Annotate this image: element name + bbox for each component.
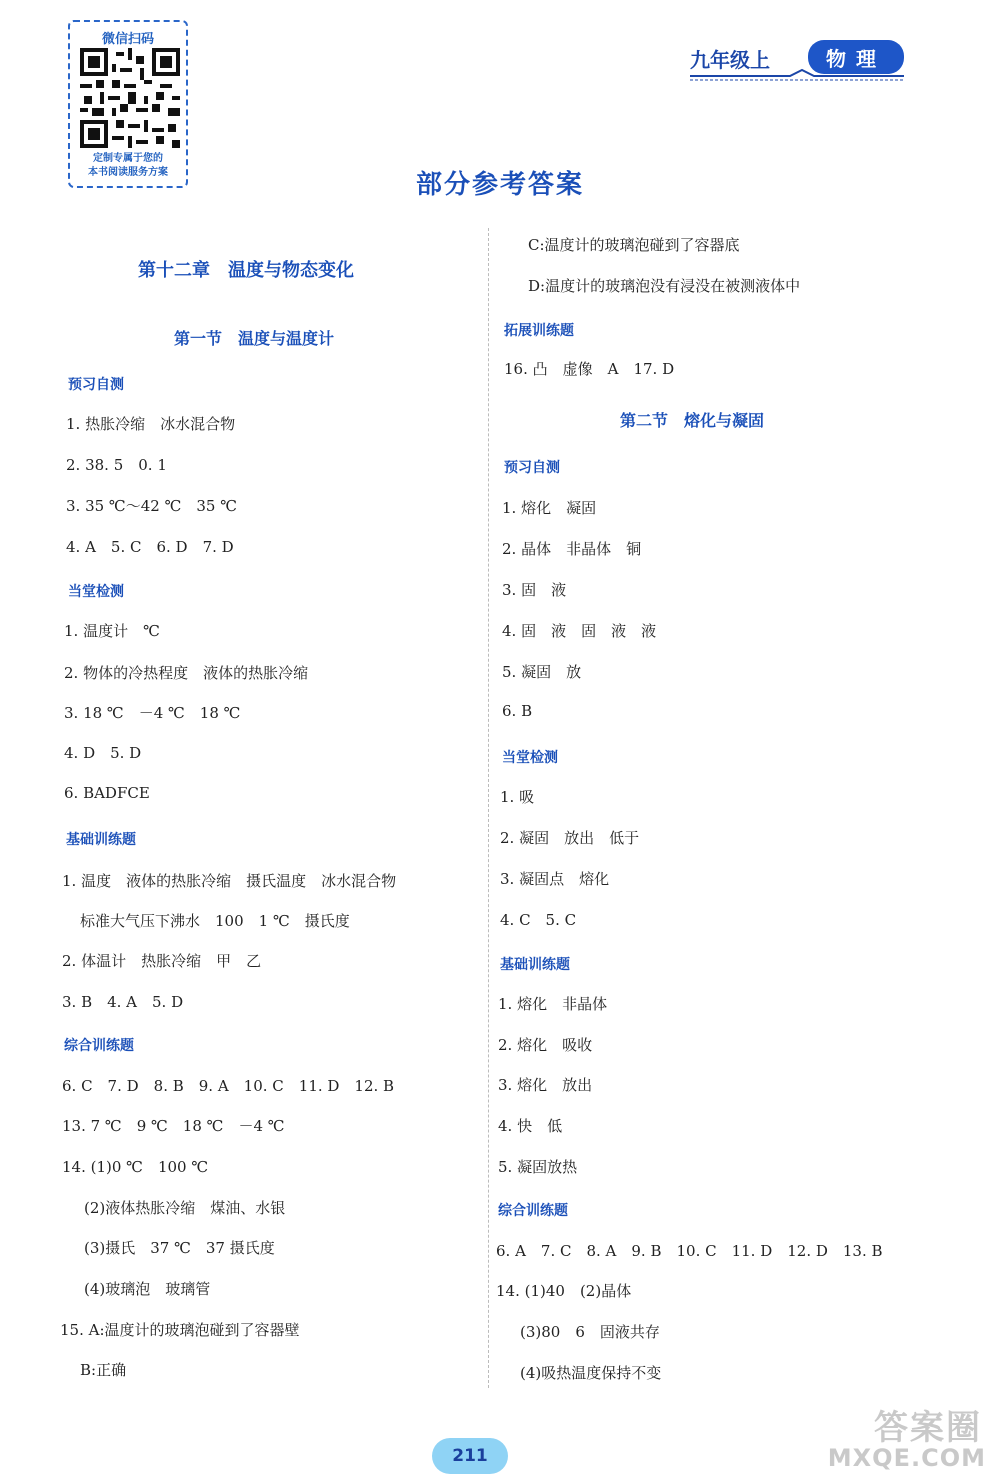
right-answer-11: 6. B	[502, 702, 533, 720]
right-heading-12: 当堂检测	[502, 750, 558, 766]
right-answer-0: C:温度计的玻璃泡碰到了容器底	[528, 236, 740, 254]
right-answer-7: 2. 晶体 非晶体 铜	[502, 540, 642, 558]
right-answer-19: 2. 熔化 吸收	[498, 1036, 593, 1054]
left-answer-25: 15. A:温度计的玻璃泡碰到了容器壁	[60, 1321, 300, 1339]
left-answer-21: 14. (1)0 ℃ 100 ℃	[62, 1158, 209, 1176]
left-heading-7: 当堂检测	[68, 584, 124, 600]
page-number: 211	[432, 1438, 508, 1474]
watermark-logo	[827, 1400, 990, 1480]
right-answer-26: (3)80 6 固液共存	[520, 1323, 660, 1341]
qr-code-icon	[80, 48, 180, 148]
left-chapter-0: 第十二章 温度与物态变化	[138, 260, 354, 281]
left-answer-26: B:正确	[80, 1361, 127, 1379]
right-heading-5: 预习自测	[504, 460, 560, 476]
watermark-bottom-text: MXQE.COM	[827, 1444, 986, 1472]
right-section-4: 第二节 熔化与凝固	[620, 411, 765, 430]
left-answer-10: 3. 18 ℃ －4 ℃ 18 ℃	[64, 704, 241, 722]
header-underline	[690, 68, 904, 88]
right-answer-25: 14. (1)40 (2)晶体	[496, 1282, 632, 1300]
subject-tab: 物理	[808, 40, 904, 74]
right-heading-2: 拓展训练题	[504, 323, 574, 339]
qr-title: 微信扫码	[101, 32, 154, 47]
left-answer-11: 4. D 5. D	[64, 744, 142, 762]
right-heading-17: 基础训练题	[500, 957, 570, 973]
right-answer-18: 1. 熔化 非晶体	[498, 995, 608, 1013]
left-answer-16: 2. 体温计 热胀冷缩 甲 乙	[62, 952, 262, 970]
left-section-1: 第一节 温度与温度计	[174, 329, 335, 348]
page-title: 部分参考答案	[415, 170, 584, 200]
grade-label: 九年级上	[690, 48, 770, 72]
right-heading-23: 综合训练题	[498, 1203, 568, 1219]
left-answer-24: (4)玻璃泡 玻璃管	[84, 1280, 211, 1298]
right-answer-13: 1. 吸	[500, 788, 535, 806]
right-answer-9: 4. 固 液 固 液 液	[502, 622, 657, 640]
left-heading-13: 基础训练题	[66, 832, 136, 848]
left-answer-5: 3. 35 ℃～42 ℃ 35 ℃	[66, 497, 237, 515]
left-answer-15: 标准大气压下沸水 100 1 ℃ 摄氏度	[80, 912, 350, 930]
left-answer-12: 6. BADFCE	[64, 784, 150, 802]
qr-caption-line-1: 定制专属于您的	[93, 153, 163, 164]
left-answer-6: 4. A 5. C 6. D 7. D	[66, 538, 234, 556]
left-answer-22: (2)液体热胀冷缩 煤油、水银	[84, 1199, 286, 1217]
left-answer-9: 2. 物体的冷热程度 液体的热胀冷缩	[64, 664, 309, 682]
left-answer-14: 1. 温度 液体的热胀冷缩 摄氏温度 冰水混合物	[62, 872, 397, 890]
left-answer-23: (3)摄氏 37 ℃ 37 摄氏度	[84, 1239, 275, 1257]
left-answer-20: 13. 7 ℃ 9 ℃ 18 ℃ －4 ℃	[62, 1117, 285, 1135]
left-answer-19: 6. C 7. D 8. B 9. A 10. C 11. D 12. B	[62, 1077, 395, 1095]
right-answer-14: 2. 凝固 放出 低于	[500, 829, 640, 847]
right-answer-20: 3. 熔化 放出	[498, 1076, 593, 1094]
right-answer-24: 6. A 7. C 8. A 9. B 10. C 11. D 12. D 13. B	[496, 1242, 883, 1260]
right-answer-21: 4. 快 低	[498, 1117, 563, 1135]
right-answer-1: D:温度计的玻璃泡没有浸没在被测液体中	[528, 277, 801, 295]
left-answer-8: 1. 温度计 ℃	[64, 622, 160, 640]
left-answer-3: 1. 热胀冷缩 冰水混合物	[66, 415, 236, 433]
left-heading-18: 综合训练题	[64, 1038, 134, 1054]
right-answer-8: 3. 固 液	[502, 581, 567, 599]
left-answer-4: 2. 38. 5 0. 1	[66, 456, 167, 474]
right-answer-6: 1. 熔化 凝固	[502, 499, 597, 517]
right-answer-22: 5. 凝固放热	[498, 1158, 578, 1176]
left-heading-2: 预习自测	[68, 377, 124, 393]
right-answer-3: 16. 凸 虚像 A 17. D	[504, 360, 675, 378]
column-divider	[488, 228, 489, 1388]
right-answer-15: 3. 凝固点 熔化	[500, 870, 610, 888]
qr-caption-line-2: 本书阅读服务方案	[88, 167, 168, 178]
right-answer-27: (4)吸热温度保持不变	[520, 1364, 662, 1382]
right-answer-16: 4. C 5. C	[500, 911, 577, 929]
right-answer-10: 5. 凝固 放	[502, 663, 582, 681]
watermark-top-text: 答案圈	[874, 1408, 982, 1448]
left-answer-17: 3. B 4. A 5. D	[62, 993, 184, 1011]
qr-code-panel	[68, 20, 188, 188]
